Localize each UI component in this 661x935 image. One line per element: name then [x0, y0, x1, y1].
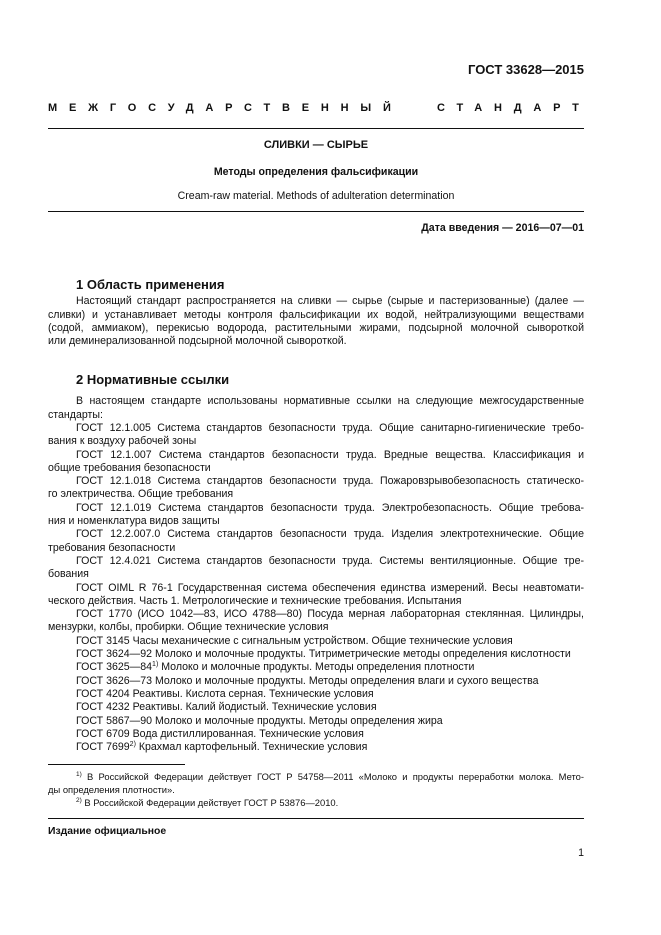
footnote-divider [48, 764, 185, 765]
reference-line: общие требования безопасности [48, 461, 211, 474]
reference-line: ГОСТ 4232 Реактивы. Калий йодистый. Технические условия [76, 701, 377, 714]
reference-title: Молоко и молочные продукты. Методы определения плотности [158, 661, 475, 674]
reference-line: ГОСТ 1770 (ИСО 1042—83, ИСО 4788—80) Посуда мерная лабораторная стеклянная. Цилиндры, [76, 608, 584, 621]
footnote-line [48, 770, 584, 783]
reference-line: ческого действия. Часть 1. Метрологические и технические требования. Испытания [48, 594, 462, 607]
body-text-line: сливки) и устанавливает методы контроля фальсификации их водой, нейтрализующими веществами [48, 308, 584, 321]
reference-line: ГОСТ 12.1.018 Система стандартов безопасности труда. Пожаровзрывобезопасность статическо- [76, 475, 584, 488]
body-text-line: стандарты: [48, 408, 103, 421]
reference-line: ГОСТ 3624—92 Молоко и молочные продукты. Титриметрические методы определения кислотности [76, 648, 571, 661]
edition-label: Издание официальное [48, 826, 167, 837]
section-heading-normative-references: 2 Нормативные ссылки [76, 372, 230, 387]
document-subtitle: Методы определения фальсификации [213, 166, 419, 178]
reference-line: требования безопасности [48, 541, 176, 554]
footnote-marker: 1) [152, 661, 159, 669]
footnote-marker: 2) [76, 797, 82, 804]
footnote-text: В Российской Федерации действует ГОСТ Р 53876—2010. [84, 796, 339, 808]
standard-type-word-standard: СТАНДАРТ [437, 102, 591, 114]
reference-line: го электричества. Общие требования [48, 488, 234, 501]
reference-line [48, 661, 584, 674]
section-body-scope [48, 295, 584, 348]
reference-line: ния и номенклатура видов защиты [48, 515, 220, 528]
document-title: СЛИВКИ — СЫРЬЕ [263, 139, 369, 151]
footnote-marker: 1) [76, 771, 82, 778]
section-body-normative-references [48, 395, 584, 754]
body-text-line: или деминерализованной подсырной молочной сывороткой. [48, 335, 347, 348]
reference-line: вания к воздуху рабочей зоны [48, 435, 197, 448]
reference-line: ГОСТ 6709 Вода дистиллированная. Технические условия [76, 727, 364, 740]
body-text-line: (содой, аммиаком), перекисью водорода, растительными жирами, подсырной молочной сывороткой [48, 321, 584, 334]
page-number: 1 [578, 847, 584, 859]
reference-line: ГОСТ 3626—73 Молоко и молочные продукты. Методы определения влаги и сухого вещества [76, 674, 539, 687]
reference-line: ГОСТ 12.4.021 Система стандартов безопасности труда. Системы вентиляционные. Общие тре- [76, 554, 584, 567]
standard-type-word-interstate: МЕЖГОСУДАРСТВЕННЫЙ [48, 102, 403, 114]
footer-divider [48, 818, 584, 819]
footnote-line: ды определения плотности». [48, 783, 175, 795]
effective-date: Дата введения — 2016—07—01 [421, 222, 584, 234]
section-heading-scope: 1 Область применения [76, 277, 225, 292]
reference-line: ГОСТ 12.1.019 Система стандартов безопасности труда. Электробезопасность. Общие требова- [76, 501, 584, 514]
reference-line: ГОСТ 12.1.007 Система стандартов безопасности труда. Вредные вещества. Классификация и [76, 448, 584, 461]
document-number: ГОСТ 33628—2015 [468, 62, 584, 77]
reference-line: ГОСТ 3145 Часы механические с сигнальным устройством. Общие технические условия [76, 634, 513, 647]
reference-line: ГОСТ 12.1.005 Система стандартов безопасности труда. Общие санитарно-гигиенические требо- [76, 421, 584, 434]
footnote-marker: 2) [129, 741, 136, 749]
footnotes [48, 770, 584, 809]
body-text-line: Настоящий стандарт распространяется на сливки — сырье (сырые и пастеризованные) (далее — [76, 295, 584, 308]
title-divider [48, 211, 584, 212]
document-title-english: Cream-raw material. Methods of adulteration determination [177, 190, 455, 202]
reference-line: ГОСТ OIML R 76-1 Государственная система обеспечения единства измерений. Весы неавтомати- [76, 581, 584, 594]
footnote-text: В Российской Федерации действует ГОСТ Р 54758—2011 «Молоко и продукты переработки молока. Мето- [87, 770, 584, 782]
reference-line: ГОСТ 5867—90 Молоко и молочные продукты. Методы определения жира [76, 714, 443, 727]
reference-title: Крахмал картофельный. Технические условия [135, 741, 368, 754]
reference-line [48, 741, 584, 754]
body-text-line: В настоящем стандарте использованы нормативные ссылки на следующие межгосударственные [76, 395, 584, 408]
reference-code: ГОСТ 7699 [76, 741, 130, 754]
reference-line: ГОСТ 4204 Реактивы. Кислота серная. Технические условия [76, 687, 374, 700]
reference-line: мензурки, колбы, пробирки. Общие технические условия [48, 621, 329, 634]
reference-line: ГОСТ 12.2.007.0 Система стандартов безопасности труда. Изделия электротехнические. Общие [76, 528, 584, 541]
reference-code: ГОСТ 3625—84 [76, 661, 153, 674]
header-divider [48, 128, 584, 129]
reference-line: бования [48, 568, 89, 581]
footnote-line [48, 796, 584, 809]
